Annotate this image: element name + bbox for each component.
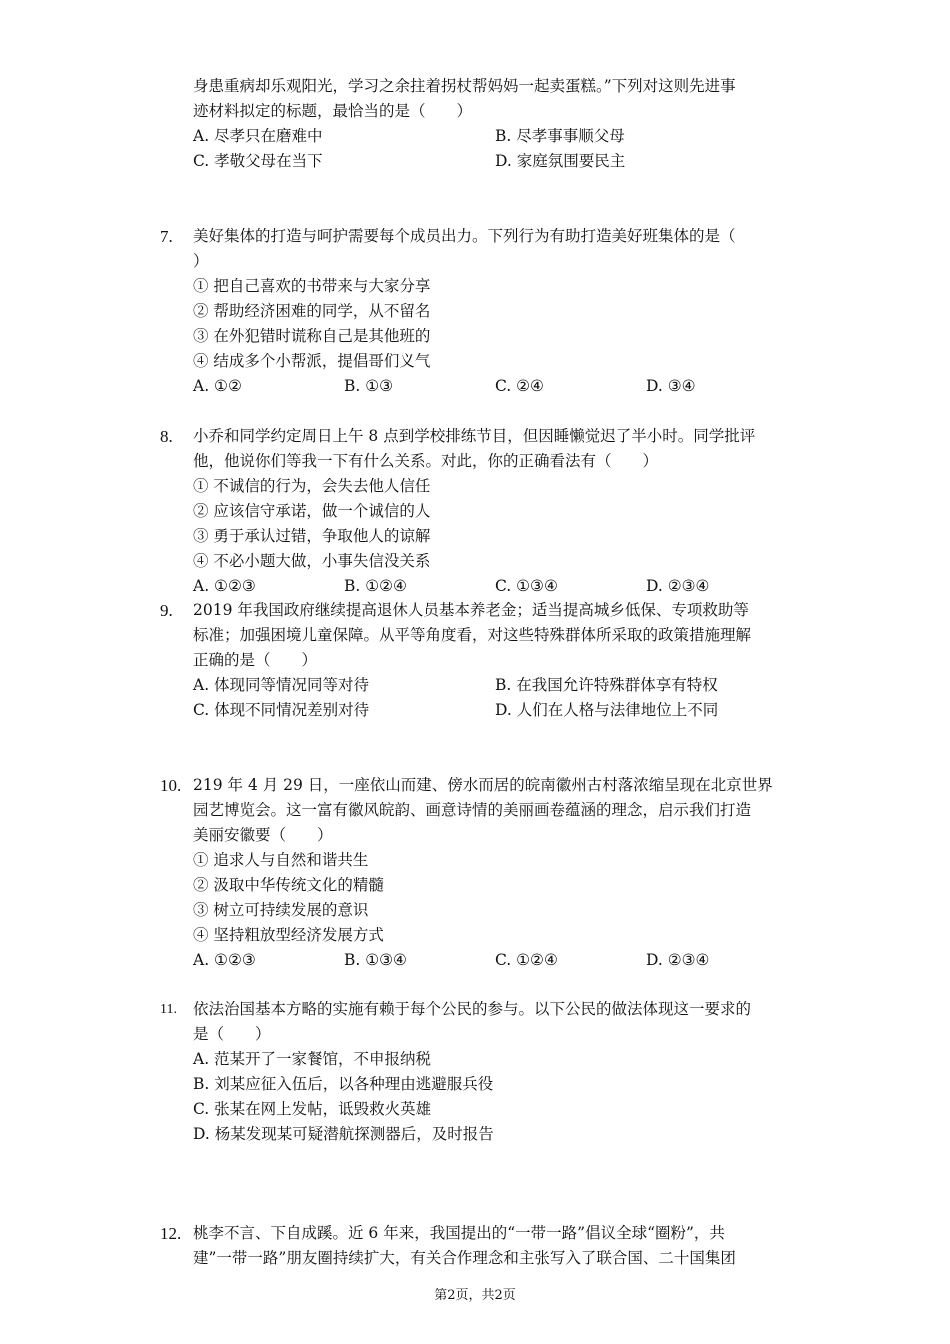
q10-statement-2: ② 汲取中华传统文化的精髓 <box>193 876 384 894</box>
q6-line-1: 身患重病却乐观阳光，学习之余拄着拐杖帮妈妈一起卖蛋糕。”下列对这则先进事 <box>193 77 736 95</box>
q7-line-1: 美好集体的打造与呵护需要每个成员出力。下列行为有助打造美好班集体的是（ <box>193 227 736 245</box>
q9-line-2: 标准；加强困境儿童保障。从平等角度看，对这些特殊群体所采取的政策措施理解 <box>193 626 752 644</box>
q10-statement-4: ④ 坚持粗放型经济发展方式 <box>193 926 384 944</box>
q8-option-b: B. ①②④ <box>344 577 407 595</box>
q9-number: 9. <box>160 601 173 620</box>
q9-option-a: A. 体现同等情况同等对待 <box>193 676 370 694</box>
q11-line-1: 依法治国基本方略的实施有赖于每个公民的参与。以下公民的做法体现这一要求的 <box>193 1000 752 1018</box>
q7-option-c: C. ②④ <box>495 377 544 395</box>
q8-line-1: 小乔和同学约定周日上午 8 点到学校排练节目，但因睡懒觉迟了半小时。同学批评 <box>193 427 756 445</box>
q7-statement-2: ② 帮助经济困难的同学，从不留名 <box>193 302 431 320</box>
q9-option-d: D. 人们在人格与法律地位上不同 <box>495 701 719 719</box>
q6-option-c: C. 孝敬父母在当下 <box>193 152 323 170</box>
q7-option-d: D. ③④ <box>646 377 696 395</box>
q11-option-c: C. 张某在网上发帖，诋毁救火英雄 <box>193 1100 432 1118</box>
q8-statement-3: ③ 勇于承认过错，争取他人的谅解 <box>193 527 431 545</box>
q7-option-a: A. ①② <box>193 377 242 395</box>
q6-line-2: 迹材料拟定的标题，最恰当的是（ ） <box>193 102 473 120</box>
q10-statement-1: ① 追求人与自然和谐共生 <box>193 851 369 869</box>
q10-option-d: D. ②③④ <box>646 951 710 969</box>
q11-option-a: A. 范某开了一家餐馆，不申报纳税 <box>193 1050 432 1068</box>
q8-statement-1: ① 不诚信的行为，会失去他人信任 <box>193 477 431 495</box>
q12-line-1: 桃李不言、下自成蹊。近 6 年来，我国提出的“一带一路”倡议全球“圈粉”，共 <box>193 1224 725 1242</box>
q10-line-2: 园艺博览会。这一富有徽风皖韵、画意诗情的美丽画卷蕴涵的理念，启示我们打造 <box>193 801 752 819</box>
q6-option-b: B. 尽孝事事顺父母 <box>495 127 625 145</box>
q8-option-a: A. ①②③ <box>193 577 256 595</box>
q8-option-c: C. ①③④ <box>495 577 558 595</box>
q6-option-a: A. 尽孝只在磨难中 <box>193 127 323 145</box>
q7-line-2: ） <box>193 252 209 270</box>
q8-option-d: D. ②③④ <box>646 577 710 595</box>
q10-option-c: C. ①②④ <box>495 951 558 969</box>
q11-line-2: 是（ ） <box>193 1025 271 1043</box>
q10-line-3: 美丽安徽要（ ） <box>193 826 333 844</box>
q9-option-c: C. 体现不同情况差别对待 <box>193 701 370 719</box>
q10-number: 10. <box>160 776 182 795</box>
q9-line-1: 2019 年我国政府继续提高退休人员基本养老金；适当提高城乡低保、专项救助等 <box>193 601 749 619</box>
page-footer: 第2页，共2页 <box>434 1288 516 1303</box>
q8-statement-4: ④ 不必小题大做，小事失信没关系 <box>193 552 431 570</box>
q7-statement-3: ③ 在外犯错时谎称自己是其他班的 <box>193 327 431 345</box>
q10-option-b: B. ①③④ <box>344 951 407 969</box>
q7-statement-1: ① 把自己喜欢的书带来与大家分享 <box>193 277 431 295</box>
q12-number: 12. <box>160 1224 182 1243</box>
q9-option-b: B. 在我国允许特殊群体享有特权 <box>495 676 718 694</box>
q12-line-2: 建”一带一路”朋友圈持续扩大，有关合作理念和主张写入了联合国、二十国集团 <box>193 1249 736 1267</box>
q10-option-a: A. ①②③ <box>193 951 256 969</box>
q6-option-d: D. 家庭氛围要民主 <box>495 152 626 170</box>
q10-statement-3: ③ 树立可持续发展的意识 <box>193 901 369 919</box>
q11-number: 11. <box>160 1002 177 1017</box>
q11-option-d: D. 杨某发现某可疑潜航探测器后，及时报告 <box>193 1125 494 1143</box>
q8-statement-2: ② 应该信守承诺，做一个诚信的人 <box>193 502 431 520</box>
q9-line-3: 正确的是（ ） <box>193 651 318 669</box>
q7-option-b: B. ①③ <box>344 377 394 395</box>
q7-statement-4: ④ 结成多个小帮派，提倡哥们义气 <box>193 352 431 370</box>
q10-line-1: 219 年 4 月 29 日，一座依山而建、傍水而居的皖南徽州古村落浓缩呈现在北京世界 <box>193 776 773 794</box>
q8-number: 8. <box>160 427 173 446</box>
q7-number: 7. <box>160 227 173 246</box>
q11-option-b: B. 刘某应征入伍后，以各种理由逃避服兵役 <box>193 1075 494 1093</box>
q8-line-2: 他，他说你们等我一下有什么关系。对此，你的正确看法有（ ） <box>193 452 659 470</box>
